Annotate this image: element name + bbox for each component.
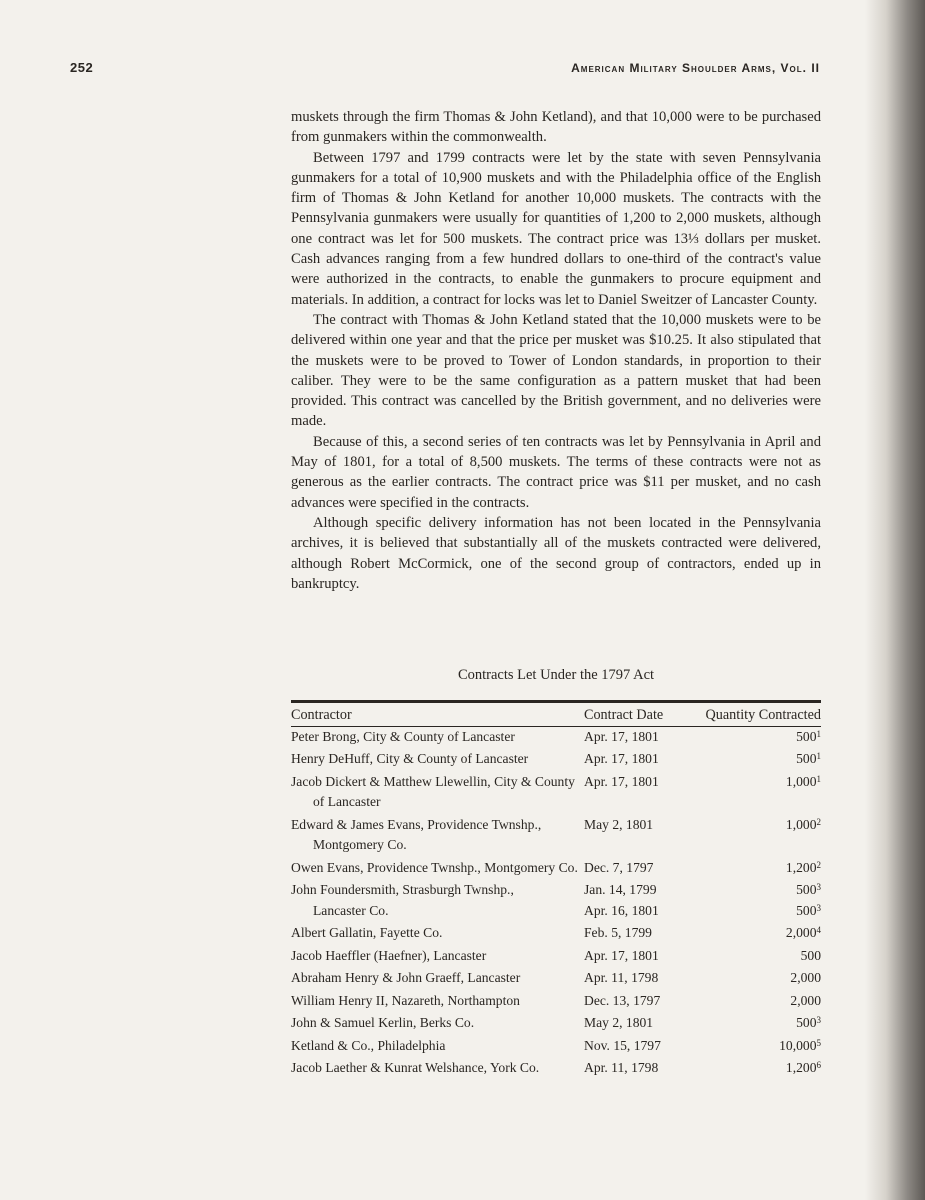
contractor-name: Peter Brong, City & County of Lancaster: [291, 728, 515, 744]
header-quantity: Quantity Contracted: [681, 702, 821, 727]
cell-quantity: [681, 1056, 821, 1079]
contractor-name: Edward & James Evans, Providence Twnshp., Montgomery Co.: [291, 816, 542, 852]
cell-date: Feb. 5, 1799: [584, 925, 652, 940]
table-row: [291, 813, 821, 856]
cell-date: Nov. 15, 1797: [584, 1037, 661, 1053]
header-date: Contract Date: [581, 702, 681, 727]
cell-quantity: [681, 856, 821, 879]
quantity-value: 1,000: [785, 816, 817, 832]
footnote-marker: 2: [816, 859, 821, 870]
contractor-name: Albert Gallatin, Fayette Co.: [291, 925, 443, 940]
cell-quantity: [681, 921, 821, 944]
cell-contractor: [291, 813, 581, 856]
cell-contractor: [291, 1034, 581, 1057]
cell-contractor: [291, 966, 581, 989]
table-row: [291, 747, 821, 770]
cell-date: Apr. 17, 1801: [584, 947, 659, 963]
footnote-marker: 3: [816, 1015, 821, 1025]
body-text: [291, 107, 821, 594]
table-body: [291, 726, 821, 1079]
cell-quantity: [681, 1034, 821, 1057]
cell-quantity: [681, 989, 821, 1012]
quantity-value: 500: [796, 751, 817, 766]
cell-contractor: [291, 878, 581, 901]
contractor-name: Abraham Henry & John Graeff, Lancaster: [291, 970, 521, 985]
cell-date: Jan. 14, 1799: [584, 882, 657, 897]
cell-quantity: [681, 747, 821, 770]
quantity-value: 1,000: [785, 773, 817, 789]
footnote-marker: 1: [816, 751, 821, 761]
cell-date: Apr. 17, 1801: [584, 751, 659, 766]
contractor-name: John Foundersmith, Strasburgh Twnshp.,: [291, 882, 514, 897]
paragraph: muskets through the firm Thomas & John Ketland), and that 10,000 were to be purchased from gunmakers within the commonwealth.: [291, 109, 821, 146]
quantity-value: 1,200: [785, 1060, 817, 1075]
cell-quantity: [681, 813, 821, 856]
quantity-value: 2,000: [785, 925, 817, 940]
paragraph: Between 1797 and 1799 contracts were let by the state with seven Pennsylvania gunmakers for a total of 10,900 muskets and with the Philadelphia office of the English firm of Thomas & John Ketland for another 10,000 muskets. The contracts with the Pennsylvania gunmakers were usually for quantities of 1,200 to 2,000 muskets, although one contract was let for 500 muskets. The contract price was 13⅓ dollars per musket. Cash advances ranging from a few hundred dollars to one-third of the contract's value were authorized in the contracts, to enable the gunmakers to procure equipment and materials. In addition, a contract for locks was let to Daniel Sweitzer of Lancaster County.: [291, 149, 821, 308]
table-row: [291, 1056, 821, 1079]
table-row: [291, 878, 821, 901]
cell-contractor: [291, 726, 581, 747]
cell-contractor: [291, 921, 581, 944]
footnote-marker: 1: [816, 728, 821, 739]
quantity-value: 500: [796, 902, 817, 918]
cell-contractor: [291, 901, 581, 922]
quantity-value: 500: [796, 882, 817, 897]
table-row: [291, 1034, 821, 1057]
cell-quantity: [681, 944, 821, 967]
contracts-table: [291, 700, 821, 1079]
cell-date: Apr. 11, 1798: [584, 1060, 659, 1075]
paragraph: The contract with Thomas & John Ketland stated that the 10,000 muskets were to be delivered within one year and that the price per musket was $10.25. It also stipulated that the muskets were to be proved to Tower of London standards, in proportion to their caliber. They were to be the same configuration as a pattern musket that had been provided. This contract was cancelled by the British government, and no deliveries were made.: [291, 311, 821, 430]
contractor-name: Jacob Dickert & Matthew Llewellin, City & County of Lancaster: [291, 773, 575, 809]
table-row: [291, 856, 821, 879]
table-row: [291, 1011, 821, 1034]
paragraph: Although specific delivery information has not been located in the Pennsylvania archives, it is believed that substantially all of the muskets contracted were delivered, although Robert McCormick, one of the second group of contractors, ended up in bankruptcy.: [291, 514, 821, 592]
cell-quantity: [681, 770, 821, 813]
book-gutter-shadow: [865, 0, 925, 1200]
table-row: [291, 726, 821, 747]
contractor-name: Ketland & Co., Philadelphia: [291, 1037, 446, 1053]
cell-contractor: [291, 1056, 581, 1079]
cell-contractor: [291, 1011, 581, 1034]
contractor-name: Jacob Laether & Kunrat Welshance, York Co.: [291, 1060, 540, 1075]
quantity-value: 2,000: [790, 970, 821, 985]
contractor-name: Jacob Haeffler (Haefner), Lancaster: [291, 947, 487, 963]
cell-date: Apr. 11, 1798: [584, 970, 659, 985]
table-row: [291, 944, 821, 967]
cell-date: Dec. 13, 1797: [584, 992, 661, 1008]
contractor-name: Henry DeHuff, City & County of Lancaster: [291, 751, 529, 766]
cell-quantity: [681, 1011, 821, 1034]
running-head: American Military Shoulder Arms, Vol. II: [571, 61, 820, 75]
cell-contractor: [291, 747, 581, 770]
cell-quantity: [681, 966, 821, 989]
quantity-value: 500: [796, 728, 817, 744]
paragraph: Because of this, a second series of ten contracts was let by Pennsylvania in April and May of 1801, for a total of 8,500 muskets. The terms of these contracts were not as generous as the earlier contracts. The contract price was $11 per musket, and no cash advances were specified in the contracts.: [291, 433, 821, 511]
contractor-name: Lancaster Co.: [313, 902, 389, 918]
contractor-name: John & Samuel Kerlin, Berks Co.: [291, 1015, 475, 1030]
cell-date: May 2, 1801: [584, 1015, 654, 1030]
contractor-name: Owen Evans, Providence Twnshp., Montgomery Co.: [291, 859, 578, 875]
cell-date: Apr. 17, 1801: [584, 728, 659, 744]
quantity-value: 10,000: [779, 1037, 817, 1053]
page-number: 252: [70, 60, 94, 75]
quantity-value: 500: [800, 947, 821, 963]
cell-contractor: [291, 856, 581, 879]
footnote-marker: 1: [816, 773, 821, 784]
cell-quantity: [681, 878, 821, 901]
cell-contractor: [291, 944, 581, 967]
quantity-value: 500: [796, 1015, 817, 1030]
cell-date: Apr. 16, 1801: [584, 902, 659, 918]
cell-quantity: [681, 901, 821, 922]
footnote-marker: 4: [816, 925, 821, 935]
cell-date: Dec. 7, 1797: [584, 859, 654, 875]
footnote-marker: 3: [816, 902, 821, 913]
cell-date: Apr. 17, 1801: [584, 773, 659, 789]
quantity-value: 1,200: [785, 859, 817, 875]
table-row: [291, 901, 821, 922]
quantity-value: 2,000: [790, 992, 821, 1008]
table-row: [291, 921, 821, 944]
cell-date: May 2, 1801: [584, 816, 654, 832]
table-title: Contracts Let Under the 1797 Act: [457, 667, 655, 683]
footnote-marker: 6: [816, 1060, 821, 1070]
table-row: [291, 966, 821, 989]
cell-quantity: [681, 726, 821, 747]
footnote-marker: 2: [816, 816, 821, 827]
header-contractor: Contractor: [291, 702, 581, 727]
cell-contractor: [291, 770, 581, 813]
footnote-marker: 5: [816, 1037, 821, 1048]
footnote-marker: 3: [816, 882, 821, 892]
table-header-row: [291, 702, 821, 727]
table-row: [291, 770, 821, 813]
table-row: [291, 989, 821, 1012]
contractor-name: William Henry II, Nazareth, Northampton: [291, 992, 520, 1008]
cell-contractor: [291, 989, 581, 1012]
